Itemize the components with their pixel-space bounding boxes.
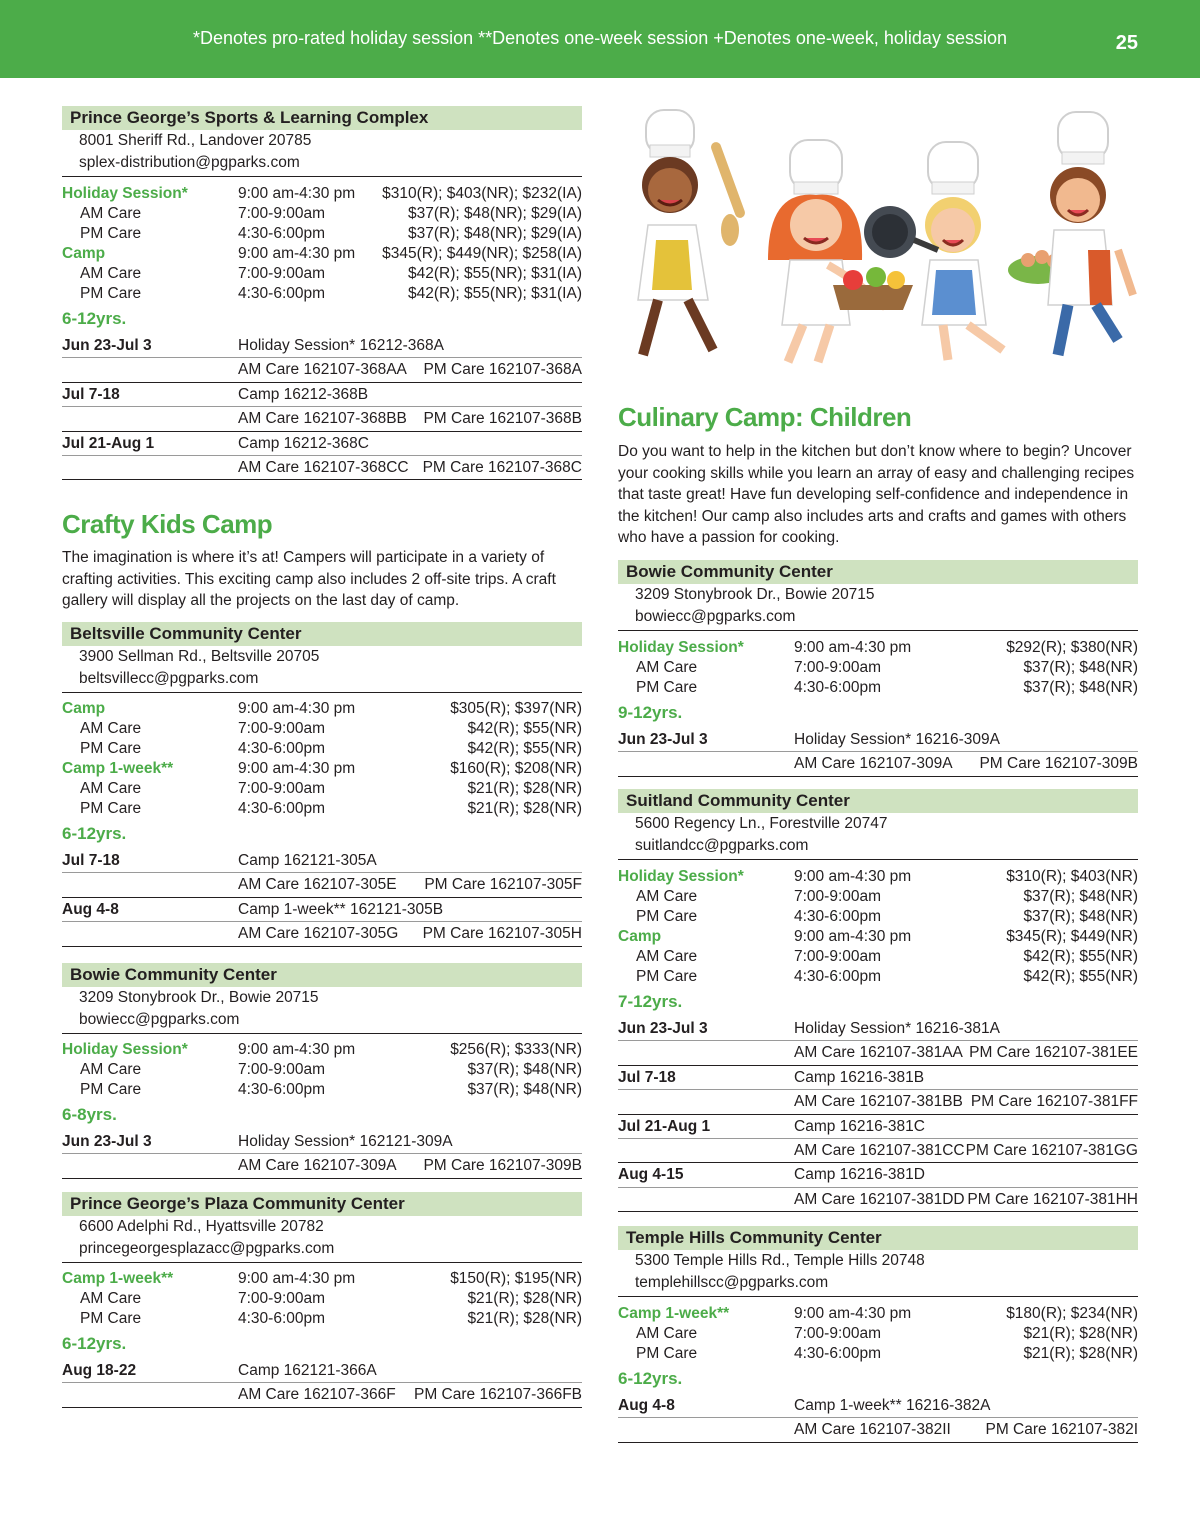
fee-row (62, 799, 582, 819)
section-description: Do you want to help in the kitchen but don’t know where to begin? Uncover your cooking skills while you learn an array of easy and challenging recipes that taste great! Have fun developing self-confidence and independence in the kitchen! Our camp also includes arts and crafts and games with others who have a passion for cooking. (618, 443, 1135, 546)
session-row (62, 456, 582, 480)
venue-block-splex (62, 106, 582, 480)
time-range: 4:30-6:00pm (238, 800, 326, 817)
pm-care-code: PM Care 162107-305H (422, 925, 582, 943)
care-label: PM Care (80, 225, 142, 242)
fee-row (62, 1040, 582, 1060)
header-banner (0, 0, 1200, 78)
session-row (62, 922, 582, 946)
program-label: Holiday Session* (618, 868, 744, 885)
pm-care-code: PM Care 162107-381FF (970, 1093, 1138, 1111)
session-row (62, 432, 582, 456)
session-table (62, 334, 582, 480)
care-label: PM Care (80, 1310, 142, 1327)
course-code: AM Care 162107-366F (238, 1386, 396, 1404)
course-code: AM Care 162107-368CC (238, 458, 409, 476)
fee-row (618, 678, 1138, 698)
session-row (618, 1115, 1138, 1139)
fee-row (62, 184, 582, 204)
session-row (62, 1383, 582, 1407)
fee-row (62, 759, 582, 779)
course-code: AM Care 162107-368AA (238, 361, 407, 379)
time-range: 4:30-6:00pm (238, 740, 326, 757)
venue-name: Bowie Community Center (62, 963, 582, 987)
session-table (62, 849, 582, 947)
venue-name: Prince George’s Plaza Community Center (62, 1192, 582, 1216)
venue-address: 8001 Sheriff Rd., Landover 20785 (79, 132, 312, 149)
time-range: 9:00 am-4:30 pm (238, 760, 356, 777)
session-dates: Jul 7-18 (62, 385, 120, 403)
session-row (62, 898, 582, 922)
pm-care-code: PM Care 162107-368B (423, 410, 582, 428)
fee-row (618, 887, 1138, 907)
price: $42(R); $55(NR); $31(IA) (407, 265, 582, 282)
time-range: 7:00-9:00am (238, 1290, 326, 1307)
fee-row (62, 1289, 582, 1309)
fee-schedule (62, 1269, 582, 1329)
session-table (618, 1394, 1138, 1443)
pm-care-code: PM Care 162107-368C (422, 458, 582, 476)
care-label: AM Care (80, 720, 142, 737)
price: $180(R); $234(NR) (1006, 1305, 1138, 1322)
age-range: 7-12yrs. (618, 992, 683, 1011)
session-dates: Jul 21-Aug 1 (618, 1117, 711, 1135)
price: $150(R); $195(NR) (450, 1270, 582, 1287)
venue-address: 5600 Regency Ln., Forestville 20747 (635, 815, 888, 832)
program-label: Camp (618, 928, 662, 945)
price: $21(R); $28(NR) (467, 1310, 582, 1327)
time-range: 9:00 am-4:30 pm (794, 1305, 912, 1322)
price: $42(R); $55(NR) (1023, 948, 1138, 965)
time-range: 4:30-6:00pm (794, 1345, 882, 1362)
time-range: 9:00 am-4:30 pm (238, 1270, 356, 1287)
price: $21(R); $28(NR) (467, 1290, 582, 1307)
session-row (618, 1163, 1138, 1187)
time-range: 7:00-9:00am (238, 780, 326, 797)
session-row (618, 728, 1138, 752)
care-label: AM Care (80, 1290, 142, 1307)
pm-care-code: PM Care 162107-309B (979, 755, 1138, 773)
venue-name: Bowie Community Center (618, 560, 1138, 584)
session-row (618, 1017, 1138, 1041)
fee-row (62, 1309, 582, 1329)
divider (618, 859, 1138, 860)
session-dates: Jun 23-Jul 3 (618, 731, 708, 748)
venue-name: Beltsville Community Center (62, 622, 582, 646)
session-row (62, 407, 582, 431)
program-label: Camp 1-week** (62, 760, 174, 777)
time-range: 7:00-9:00am (238, 1061, 326, 1078)
venue-email: templehillscc@pgparks.com (635, 1274, 829, 1291)
time-range: 7:00-9:00am (238, 205, 326, 222)
session-row (62, 849, 582, 873)
venue-block-suitland (618, 789, 1138, 1212)
kids-chefs-illustration (618, 100, 1138, 372)
time-range: 9:00 am-4:30 pm (238, 700, 356, 717)
time-range: 4:30-6:00pm (238, 225, 326, 242)
session-dates: Jul 21-Aug 1 (62, 434, 155, 452)
price: $37(R); $48(NR); $29(IA) (407, 225, 582, 242)
care-label: PM Care (80, 740, 142, 757)
price: $21(R); $28(NR) (1023, 1345, 1138, 1362)
course-code: Camp 162121-305A (238, 852, 377, 869)
pm-care-code: PM Care 162107-309B (423, 1157, 582, 1175)
care-label: AM Care (636, 659, 698, 676)
course-code: Holiday Session* 16216-309A (794, 731, 1000, 748)
session-dates: Jun 23-Jul 3 (62, 1133, 152, 1150)
age-range: 6-12yrs. (62, 309, 127, 328)
venue-block-bowie-culinary (618, 560, 1138, 777)
session-row (62, 1154, 582, 1178)
session-row (618, 1041, 1138, 1065)
price: $42(R); $55(NR) (467, 740, 582, 757)
age-range: 6-12yrs. (62, 1334, 127, 1353)
pm-care-code: PM Care 162107-381EE (969, 1044, 1138, 1062)
care-label: PM Care (80, 1081, 142, 1098)
session-row (62, 383, 582, 407)
session-dates: Aug 4-15 (618, 1166, 684, 1184)
price: $37(R); $48(NR) (1023, 659, 1138, 676)
program-label: Camp 1-week** (618, 1305, 730, 1322)
time-range: 4:30-6:00pm (794, 679, 882, 696)
pm-care-code: PM Care 162107-381HH (967, 1190, 1138, 1208)
time-range: 7:00-9:00am (238, 720, 326, 737)
course-code: AM Care 162107-381CC (794, 1141, 965, 1159)
page-number: 25 (1115, 32, 1138, 54)
time-range: 9:00 am-4:30 pm (794, 928, 912, 945)
fee-row (618, 867, 1138, 887)
session-dates: Jul 7-18 (62, 852, 120, 869)
price: $42(R); $55(NR) (467, 720, 582, 737)
divider (62, 1262, 582, 1263)
session-dates: Jul 7-18 (618, 1068, 676, 1086)
session-row (62, 334, 582, 358)
chef-kid-1 (638, 110, 746, 355)
price: $21(R); $28(NR) (467, 780, 582, 797)
age-range: 6-8yrs. (62, 1105, 117, 1124)
venue-email: bowiecc@pgparks.com (635, 608, 796, 625)
age-range: 9-12yrs. (618, 703, 683, 722)
course-code: AM Care 162107-381DD (794, 1190, 965, 1208)
care-label: PM Care (80, 800, 142, 817)
session-legend-note: *Denotes pro-rated holiday session **Denotes one-week session +Denotes one-week, holiday session (193, 28, 1007, 48)
course-code: Camp 16216-381C (794, 1117, 925, 1135)
session-row (618, 1394, 1138, 1418)
venue-name: Prince George’s Sports & Learning Complex (62, 106, 582, 130)
venue-email: beltsvillecc@pgparks.com (79, 670, 259, 687)
fee-row (618, 638, 1138, 658)
course-code: AM Care 162107-305G (238, 925, 399, 943)
fee-row (618, 967, 1138, 987)
care-label: AM Care (80, 1061, 142, 1078)
venue-block-beltsville (62, 622, 582, 947)
course-code: AM Care 162107-309A (794, 755, 953, 773)
session-table (62, 1359, 582, 1408)
venue-block-bowie (62, 963, 582, 1179)
fee-row (618, 658, 1138, 678)
course-code: Holiday Session* 16212-368A (238, 337, 444, 354)
age-range: 6-12yrs. (618, 1369, 683, 1388)
price: $37(R); $48(NR) (1023, 888, 1138, 905)
time-range: 4:30-6:00pm (238, 1310, 326, 1327)
course-code: Camp 1-week** 162121-305B (238, 900, 444, 918)
session-row (62, 358, 582, 382)
course-code: AM Care 162107-382II (794, 1421, 951, 1439)
course-code: Camp 16212-368C (238, 434, 369, 452)
care-label: PM Care (636, 1345, 698, 1362)
fee-schedule (62, 184, 582, 304)
fee-row (62, 1269, 582, 1289)
care-label: PM Care (80, 285, 142, 302)
session-dates: Aug 4-8 (618, 1397, 675, 1414)
price: $310(R); $403(NR) (1006, 868, 1138, 885)
fee-row (618, 947, 1138, 967)
fee-schedule (62, 699, 582, 819)
price: $42(R); $55(NR); $31(IA) (407, 285, 582, 302)
course-code: Camp 162121-366A (238, 1362, 377, 1379)
course-code: Camp 1-week** 16216-382A (794, 1397, 991, 1414)
care-label: AM Care (636, 948, 698, 965)
fee-row (62, 204, 582, 224)
section-title: Crafty Kids Camp (62, 509, 273, 539)
course-code: Holiday Session* 162121-309A (238, 1133, 453, 1150)
venue-block-temple-hills (618, 1226, 1138, 1443)
venue-email: princegeorgesplazacc@pgparks.com (79, 1240, 335, 1257)
session-table (618, 728, 1138, 777)
course-code: Camp 16216-381B (794, 1068, 925, 1086)
fee-schedule (62, 1040, 582, 1100)
program-label: Holiday Session* (62, 1041, 188, 1058)
section-title: Culinary Camp: Children (618, 402, 912, 432)
price: $21(R); $28(NR) (467, 800, 582, 817)
fee-row (62, 719, 582, 739)
venue-address: 3900 Sellman Rd., Beltsville 20705 (79, 648, 320, 665)
age-range: 6-12yrs. (62, 824, 127, 843)
session-table (62, 1130, 582, 1179)
time-range: 4:30-6:00pm (794, 968, 882, 985)
price: $37(R); $48(NR) (1023, 679, 1138, 696)
price: $37(R); $48(NR) (467, 1061, 582, 1078)
fee-row (62, 264, 582, 284)
care-label: AM Care (80, 205, 142, 222)
time-range: 9:00 am-4:30 pm (794, 639, 912, 656)
fee-row (62, 1060, 582, 1080)
section-description: The imagination is where it’s at! Campers will participate in a variety of crafting activities. This exciting camp also includes 2 off-site trips. A craft gallery will display all the projects on the last day of camp. (62, 549, 556, 609)
time-range: 9:00 am-4:30 pm (238, 1041, 356, 1058)
fee-row (62, 284, 582, 304)
session-dates: Aug 18-22 (62, 1362, 137, 1379)
session-table (618, 1017, 1138, 1212)
fee-row (618, 907, 1138, 927)
fee-schedule (618, 1304, 1138, 1364)
time-range: 4:30-6:00pm (238, 1081, 326, 1098)
time-range: 7:00-9:00am (238, 265, 326, 282)
fee-row (62, 1080, 582, 1100)
venue-address: 3209 Stonybrook Dr., Bowie 20715 (635, 586, 875, 603)
pm-care-code: PM Care 162107-366FB (413, 1386, 582, 1404)
time-range: 7:00-9:00am (794, 659, 882, 676)
care-label: AM Care (80, 780, 142, 797)
course-code: Camp 16212-368B (238, 385, 369, 403)
course-code: AM Care 162107-381BB (794, 1093, 963, 1111)
fee-row (618, 927, 1138, 947)
fee-row (62, 779, 582, 799)
course-code: AM Care 162107-305E (238, 876, 397, 894)
time-range: 7:00-9:00am (794, 888, 882, 905)
fee-row (62, 739, 582, 759)
venue-name: Temple Hills Community Center (618, 1226, 1138, 1250)
fee-schedule (618, 638, 1138, 698)
divider (618, 630, 1138, 631)
fee-row (618, 1304, 1138, 1324)
course-code: Camp 16216-381D (794, 1166, 925, 1184)
session-row (618, 1188, 1138, 1212)
price: $292(R); $380(NR) (1006, 639, 1138, 656)
divider (62, 1033, 582, 1034)
section-culinary-camp (618, 400, 1138, 549)
price: $37(R); $48(NR) (1023, 908, 1138, 925)
session-dates: Jun 23-Jul 3 (618, 1020, 708, 1037)
price: $256(R); $333(NR) (450, 1041, 582, 1058)
time-range: 9:00 am-4:30 pm (794, 868, 912, 885)
price: $305(R); $397(NR) (450, 700, 582, 717)
course-code: AM Care 162107-368BB (238, 410, 407, 428)
venue-email: bowiecc@pgparks.com (79, 1011, 240, 1028)
session-row (62, 1130, 582, 1154)
session-dates: Aug 4-8 (62, 900, 119, 918)
fee-row (62, 699, 582, 719)
pm-care-code: PM Care 162107-381GG (965, 1141, 1138, 1159)
price: $42(R); $55(NR) (1023, 968, 1138, 985)
pm-care-code: PM Care 162107-368A (423, 361, 582, 379)
venue-email: splex-distribution@pgparks.com (79, 154, 300, 171)
course-code: AM Care 162107-381AA (794, 1044, 963, 1062)
divider (62, 692, 582, 693)
course-code: Holiday Session* 16216-381A (794, 1020, 1000, 1037)
care-label: AM Care (636, 888, 698, 905)
divider (62, 176, 582, 177)
fee-row (618, 1324, 1138, 1344)
venue-address: 5300 Temple Hills Rd., Temple Hills 20748 (635, 1252, 925, 1269)
session-row (618, 752, 1138, 776)
session-row (618, 1139, 1138, 1163)
price: $345(R); $449(NR); $258(IA) (382, 245, 582, 262)
fee-row (62, 224, 582, 244)
program-label: Camp (62, 245, 106, 262)
time-range: 4:30-6:00pm (238, 285, 326, 302)
time-range: 7:00-9:00am (794, 1325, 882, 1342)
program-label: Camp 1-week** (62, 1270, 174, 1287)
pm-care-code: PM Care 162107-305F (424, 876, 582, 894)
chef-kid-4 (1008, 112, 1133, 355)
divider (618, 1296, 1138, 1297)
program-label: Holiday Session* (62, 185, 188, 202)
venue-email: suitlandcc@pgparks.com (635, 837, 809, 854)
venue-address: 3209 Stonybrook Dr., Bowie 20715 (79, 989, 319, 1006)
fee-schedule (618, 867, 1138, 987)
care-label: AM Care (80, 265, 142, 282)
session-row (618, 1066, 1138, 1090)
chef-kid-3 (864, 142, 1003, 360)
time-range: 9:00 am-4:30 pm (238, 185, 356, 202)
care-label: PM Care (636, 968, 698, 985)
session-row (62, 1359, 582, 1383)
venue-name: Suitland Community Center (618, 789, 1138, 813)
venue-block-plaza (62, 1192, 582, 1408)
time-range: 7:00-9:00am (794, 948, 882, 965)
venue-address: 6600 Adelphi Rd., Hyattsville 20782 (79, 1218, 324, 1235)
session-row (618, 1090, 1138, 1114)
care-label: AM Care (636, 1325, 698, 1342)
care-label: PM Care (636, 908, 698, 925)
session-row (618, 1418, 1138, 1442)
program-label: Camp (62, 700, 106, 717)
price: $345(R); $449(NR) (1006, 928, 1138, 945)
time-range: 4:30-6:00pm (794, 908, 882, 925)
care-label: PM Care (636, 679, 698, 696)
price: $310(R); $403(NR); $232(IA) (382, 185, 582, 202)
course-code: AM Care 162107-309A (238, 1157, 397, 1175)
time-range: 9:00 am-4:30 pm (238, 245, 356, 262)
price: $160(R); $208(NR) (450, 760, 582, 777)
pm-care-code: PM Care 162107-382I (985, 1421, 1138, 1439)
price: $37(R); $48(NR) (467, 1081, 582, 1098)
price: $21(R); $28(NR) (1023, 1325, 1138, 1342)
section-crafty-kids (62, 507, 582, 612)
fee-row (62, 244, 582, 264)
session-row (62, 873, 582, 897)
price: $37(R); $48(NR); $29(IA) (407, 205, 582, 222)
chef-kids-image (618, 100, 1138, 372)
fee-row (618, 1344, 1138, 1364)
program-label: Holiday Session* (618, 639, 744, 656)
session-dates: Jun 23-Jul 3 (62, 337, 152, 354)
